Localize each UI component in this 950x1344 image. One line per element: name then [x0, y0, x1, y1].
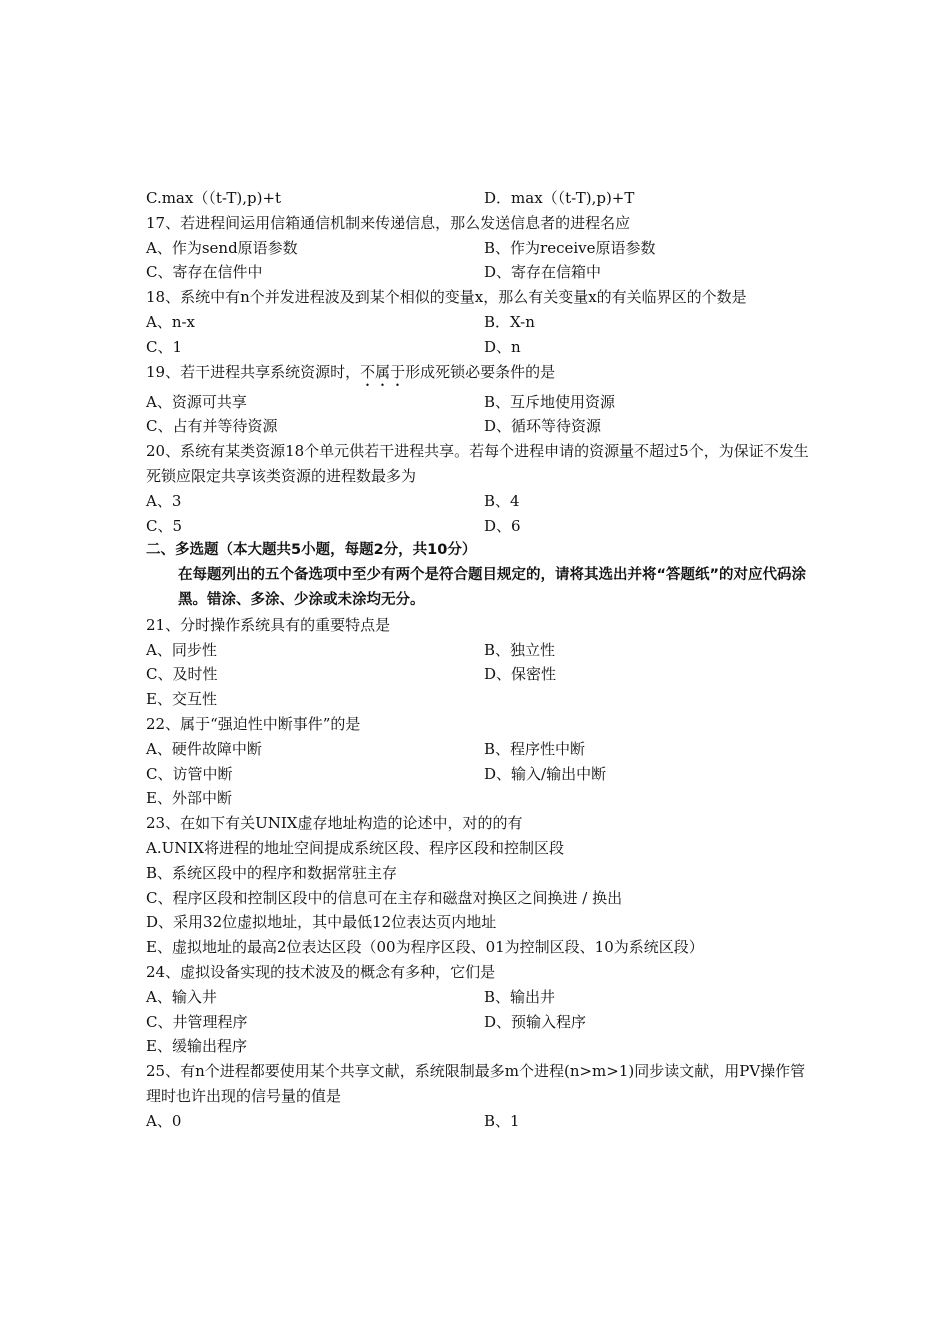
- q22-option-a: A、硬件故障中断: [146, 739, 262, 758]
- q21-option-b: B、独立性: [484, 640, 556, 659]
- q19-stem-emphasis: 不属于: [360, 362, 406, 381]
- q19-option-a: A、资源可共享: [146, 392, 247, 411]
- q18-option-c: C、1: [146, 337, 183, 356]
- q16-options-cd: [146, 186, 811, 211]
- q22-option-d: D、输入/输出中断: [484, 764, 607, 783]
- q21-stem: 21、分时操作系统具有的重要特点是: [146, 615, 391, 634]
- q17-option-c: C、寄存在信件中: [146, 263, 263, 282]
- q22-option-c: C、访管中断: [146, 764, 233, 783]
- q22-options-ab: [146, 737, 811, 762]
- q21-options-ab: [146, 638, 811, 663]
- section-2-heading: 二、多选题（本大题共5小题，每题2分，共10分）: [146, 542, 477, 559]
- q19-option-b: B、互斥地使用资源: [484, 392, 616, 411]
- q19-stem: [146, 360, 811, 390]
- exam-page: [146, 186, 811, 1133]
- q21-option-c: C、及时性: [146, 665, 218, 684]
- q24-options-cd: [146, 1010, 811, 1035]
- q22-option-e: E、外部中断: [146, 789, 232, 808]
- q17-options-ab: [146, 236, 811, 261]
- q24-stem: 24、虚拟设备实现的技术波及的概念有多种，它们是: [146, 962, 496, 981]
- q24-option-d: D、预输入程序: [484, 1012, 587, 1031]
- q18-options-ab: [146, 310, 811, 335]
- q19-stem-suffix: 形成死锁必要条件的是: [405, 362, 556, 381]
- q24-option-b: B、输出井: [484, 987, 556, 1006]
- q21-options-cd: [146, 662, 811, 687]
- q19-options-cd: [146, 414, 811, 439]
- q20-option-b: B、4: [484, 491, 520, 510]
- q18-option-b: B．X-n: [484, 312, 535, 331]
- q19-stem-prefix: 19、若干进程共享系统资源时，: [146, 362, 361, 381]
- q19-option-d: D、循环等待资源: [484, 417, 602, 436]
- q18-option-a: A、n-x: [146, 312, 196, 331]
- q17-option-a: A、作为send原语参数: [146, 238, 298, 257]
- q23-option-a: A.UNIX将进程的地址空间提成系统区段、程序区段和控制区段: [146, 838, 564, 857]
- q17-option-d: D、寄存在信箱中: [484, 263, 602, 282]
- q24-options-ab: [146, 985, 811, 1010]
- q19-options-ab: [146, 390, 811, 415]
- q23-option-b: B、系统区段中的程序和数据常驻主存: [146, 863, 398, 882]
- q23-option-e: E、虚拟地址的最高2位表达区段（00为程序区段、01为控制区段、10为系统区段）: [146, 938, 704, 957]
- q18-stem: 18、系统中有n个并发进程波及到某个相似的变量x，那么有关变量x的有关临界区的个数是: [146, 288, 747, 307]
- q21-option-d: D、保密性: [484, 665, 557, 684]
- q22-option-b: B、程序性中断: [484, 739, 586, 758]
- q17-stem: 17、若进程间运用信箱通信机制来传递信息，那么发送信息者的进程名应: [146, 213, 631, 232]
- q20-stem: 20、系统有某类资源18个单元供若干进程共享。若每个进程申请的资源量不超过5个，为保证不发生死锁应限定共享该类资源的进程数最多为: [146, 442, 809, 485]
- q16-option-d: D．max（（t-T),p)+T: [484, 189, 635, 207]
- q23-option-d: D、采用32位虚拟地址，其中最低12位表达页内地址: [146, 913, 497, 932]
- q20-option-c: C、5: [146, 516, 183, 535]
- q22-options-cd: [146, 762, 811, 787]
- q21-option-a: A、同步性: [146, 640, 217, 659]
- q24-option-a: A、输入井: [146, 987, 217, 1006]
- q20-options-ab: [146, 489, 811, 514]
- q20-option-a: A、3: [146, 491, 182, 510]
- q25-option-a: A、0: [146, 1111, 182, 1130]
- q17-options-cd: [146, 260, 811, 285]
- q23-stem: 23、在如下有关UNIX虚存地址构造的论述中，对的的有: [146, 814, 523, 833]
- section-2-instruction: 在每题列出的五个备选项中至少有两个是符合题目规定的，请将其选出并将“答题纸”的对应代码涂黑。错涂、多涂、少涂或未涂均无分。: [178, 567, 807, 608]
- q18-option-d: D、n: [484, 337, 521, 356]
- q20-options-cd: [146, 514, 811, 539]
- q22-stem: 22、属于“强迫性中断事件”的是: [146, 714, 361, 733]
- q18-options-cd: [146, 335, 811, 360]
- q24-option-c: C、井管理程序: [146, 1012, 248, 1031]
- q23-option-c: C、程序区段和控制区段中的信息可在主存和磁盘对换区之间换进 / 换出: [146, 888, 623, 907]
- q16-option-c: C.max（（t-T),p)+t: [146, 189, 282, 207]
- q25-options-ab: [146, 1109, 811, 1134]
- q21-option-e: E、交互性: [146, 690, 217, 709]
- q17-option-b: B、作为receive原语参数: [484, 238, 656, 257]
- q24-option-e: E、缓输出程序: [146, 1037, 247, 1056]
- q25-stem: 25、有n个进程都要使用某个共享文献，系统限制最多m个进程(n>m>1)同步读文献，用PV操作管理时也许出现的信号量的值是: [146, 1062, 806, 1105]
- q20-option-d: D、6: [484, 516, 521, 535]
- q25-option-b: B、1: [484, 1111, 520, 1130]
- q19-option-c: C、占有并等待资源: [146, 417, 278, 436]
